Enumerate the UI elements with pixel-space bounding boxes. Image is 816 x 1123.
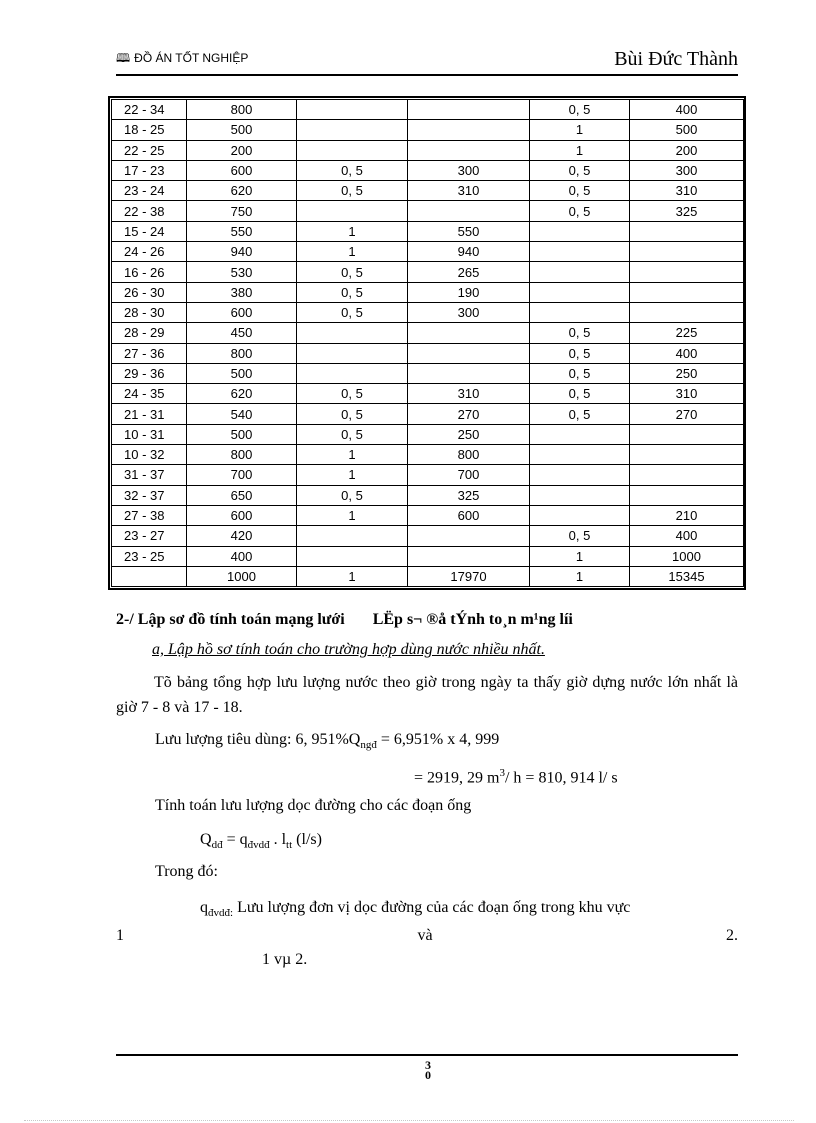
table-cell bbox=[408, 323, 530, 343]
table-cell: 800 bbox=[408, 445, 530, 465]
table-cell bbox=[408, 120, 530, 140]
table-cell: 540 bbox=[187, 404, 297, 424]
f3-q: Q bbox=[200, 831, 212, 848]
table-cell bbox=[297, 120, 408, 140]
table-cell: 650 bbox=[187, 485, 297, 505]
table-row bbox=[112, 424, 744, 444]
table-cell: 325 bbox=[630, 201, 744, 221]
spread-1: 1 bbox=[116, 927, 124, 944]
table-cell: 500 bbox=[187, 424, 297, 444]
table-row bbox=[112, 505, 744, 525]
table-row bbox=[112, 160, 744, 180]
table-cell: 18 - 25 bbox=[112, 120, 187, 140]
table-row bbox=[112, 343, 744, 363]
table-cell: 0, 5 bbox=[297, 282, 408, 302]
table-cell: 325 bbox=[408, 485, 530, 505]
table-cell: 0, 5 bbox=[297, 302, 408, 322]
table-cell: 1 bbox=[530, 120, 630, 140]
table-cell bbox=[630, 282, 744, 302]
table-cell bbox=[630, 424, 744, 444]
table-row bbox=[112, 546, 744, 566]
section-heading-garbled: LËp s¬ ®å tÝnh to¸n m¹ng líi bbox=[372, 611, 573, 628]
table-cell bbox=[297, 526, 408, 546]
table-cell bbox=[408, 363, 530, 383]
table-cell: 800 bbox=[187, 343, 297, 363]
table-row bbox=[112, 526, 744, 546]
table-cell: 700 bbox=[187, 465, 297, 485]
table-cell: 1 bbox=[297, 242, 408, 262]
table-cell bbox=[530, 424, 630, 444]
table-cell: 530 bbox=[187, 262, 297, 282]
table-cell bbox=[408, 100, 530, 120]
table-cell: 27 - 38 bbox=[112, 505, 187, 525]
table-cell: 1 bbox=[297, 445, 408, 465]
header-author: Bùi Đức Thành bbox=[614, 48, 738, 70]
table-cell: 600 bbox=[408, 505, 530, 525]
formula2-sup: 3 bbox=[499, 767, 505, 779]
table-cell bbox=[630, 262, 744, 282]
table-cell: 0, 5 bbox=[297, 160, 408, 180]
flow-table-body bbox=[112, 100, 744, 587]
def-text: Lưu lượng đơn vị dọc đường của các đoạn ống trong khu vực bbox=[233, 899, 631, 916]
table-row bbox=[112, 262, 744, 282]
table-cell: 800 bbox=[187, 100, 297, 120]
table-cell bbox=[112, 566, 187, 586]
garbled-tail: 1 vµ 2. bbox=[262, 951, 308, 968]
table-cell: 0, 5 bbox=[530, 526, 630, 546]
section-heading-text: 2-/ Lập sơ đồ tính toán mạng lưới bbox=[116, 611, 345, 628]
definition-continuation bbox=[116, 926, 738, 946]
table-cell: 600 bbox=[187, 160, 297, 180]
table-cell: 1000 bbox=[187, 566, 297, 586]
table-cell: 0, 5 bbox=[530, 160, 630, 180]
table-cell bbox=[530, 262, 630, 282]
table-cell: 0, 5 bbox=[530, 343, 630, 363]
table-cell: 600 bbox=[187, 505, 297, 525]
table-cell bbox=[630, 242, 744, 262]
table-cell: 200 bbox=[187, 140, 297, 160]
table-cell: 0, 5 bbox=[297, 404, 408, 424]
table-cell: 310 bbox=[408, 181, 530, 201]
table-cell bbox=[630, 445, 744, 465]
table-cell bbox=[530, 485, 630, 505]
table-cell bbox=[297, 546, 408, 566]
calc-intro: Tính toán lưu lượng dọc đường cho các đoạn ống bbox=[155, 797, 472, 814]
table-cell: 190 bbox=[408, 282, 530, 302]
table-cell bbox=[297, 323, 408, 343]
where-label: Trong đó: bbox=[155, 863, 218, 880]
table-cell: 1 bbox=[297, 566, 408, 586]
table-row bbox=[112, 566, 744, 586]
table-cell bbox=[530, 282, 630, 302]
table-cell: 10 - 32 bbox=[112, 445, 187, 465]
table-cell bbox=[297, 363, 408, 383]
table-cell: 310 bbox=[630, 181, 744, 201]
table-cell: 800 bbox=[187, 445, 297, 465]
page-digit-1: 3 bbox=[425, 1058, 431, 1072]
flow-table bbox=[111, 99, 744, 587]
table-cell bbox=[408, 546, 530, 566]
table-cell: 1 bbox=[297, 505, 408, 525]
formula-consumption bbox=[155, 730, 499, 755]
table-cell: 0, 5 bbox=[530, 404, 630, 424]
table-cell: 15345 bbox=[630, 566, 744, 586]
bottom-dotted-rule bbox=[24, 1120, 794, 1121]
f3-l-sub: tt bbox=[286, 839, 293, 852]
formula1-sub: ngđ bbox=[360, 739, 377, 752]
table-cell: 24 - 35 bbox=[112, 384, 187, 404]
table-row bbox=[112, 404, 744, 424]
table-cell: 265 bbox=[408, 262, 530, 282]
table-row bbox=[112, 140, 744, 160]
f3-unit: (l/s) bbox=[292, 831, 322, 848]
spread-2: 2. bbox=[725, 927, 738, 944]
table-cell: 16 - 26 bbox=[112, 262, 187, 282]
table-cell: 225 bbox=[630, 323, 744, 343]
table-cell: 1000 bbox=[630, 546, 744, 566]
f3-q-sub: dđ bbox=[211, 839, 223, 852]
formula1-suffix: = 6,951% x 4, 999 bbox=[376, 731, 500, 748]
table-cell: 22 - 38 bbox=[112, 201, 187, 221]
table-cell bbox=[530, 302, 630, 322]
table-cell: 26 - 30 bbox=[112, 282, 187, 302]
spread-va: và bbox=[417, 927, 433, 944]
table-cell: 1 bbox=[530, 140, 630, 160]
table-cell: 940 bbox=[408, 242, 530, 262]
table-cell bbox=[297, 100, 408, 120]
f3-eq-sub: đvdđ bbox=[247, 839, 270, 852]
table-cell: 0, 5 bbox=[530, 363, 630, 383]
table-cell: 15 - 24 bbox=[112, 221, 187, 241]
formula2-suffix: / h = 810, 914 l/ s bbox=[504, 769, 618, 787]
table-cell: 17 - 23 bbox=[112, 160, 187, 180]
f3-l: . l bbox=[269, 831, 287, 848]
table-cell: 620 bbox=[187, 181, 297, 201]
table-cell: 420 bbox=[187, 526, 297, 546]
definition-line bbox=[200, 898, 738, 923]
table-row bbox=[112, 485, 744, 505]
table-row bbox=[112, 242, 744, 262]
header-left bbox=[116, 49, 248, 70]
table-row bbox=[112, 445, 744, 465]
table-row bbox=[112, 100, 744, 120]
table-cell: 400 bbox=[630, 343, 744, 363]
f3-eq: = q bbox=[222, 831, 248, 848]
table-cell: 27 - 36 bbox=[112, 343, 187, 363]
table-cell: 200 bbox=[630, 140, 744, 160]
def-q-sub: đvdđ: bbox=[208, 907, 234, 920]
table-cell: 600 bbox=[187, 302, 297, 322]
table-cell: 210 bbox=[630, 505, 744, 525]
table-cell: 700 bbox=[408, 465, 530, 485]
table-cell bbox=[408, 140, 530, 160]
table-cell: 23 - 25 bbox=[112, 546, 187, 566]
table-cell: 22 - 25 bbox=[112, 140, 187, 160]
table-cell bbox=[530, 505, 630, 525]
table-cell: 550 bbox=[187, 221, 297, 241]
table-cell bbox=[630, 221, 744, 241]
table-cell bbox=[530, 242, 630, 262]
table-cell bbox=[530, 445, 630, 465]
header-title: ĐỒ ÁN TỐT NGHIỆP bbox=[134, 51, 249, 65]
table-cell: 550 bbox=[408, 221, 530, 241]
formula-qdd bbox=[200, 830, 322, 855]
table-row bbox=[112, 384, 744, 404]
table-cell bbox=[297, 201, 408, 221]
table-cell: 1 bbox=[297, 465, 408, 485]
table-cell: 500 bbox=[187, 363, 297, 383]
table-row bbox=[112, 323, 744, 343]
flow-table-frame bbox=[108, 96, 746, 590]
table-cell: 31 - 37 bbox=[112, 465, 187, 485]
table-cell: 0, 5 bbox=[530, 201, 630, 221]
table-cell: 450 bbox=[187, 323, 297, 343]
table-cell: 310 bbox=[630, 384, 744, 404]
table-cell: 750 bbox=[187, 201, 297, 221]
table-cell: 250 bbox=[408, 424, 530, 444]
table-cell bbox=[530, 465, 630, 485]
book-icon: 🕮 bbox=[116, 51, 131, 65]
table-cell: 17970 bbox=[408, 566, 530, 586]
table-cell: 250 bbox=[630, 363, 744, 383]
table-cell bbox=[530, 221, 630, 241]
table-cell bbox=[297, 343, 408, 363]
def-q: q bbox=[200, 899, 208, 916]
table-cell bbox=[630, 465, 744, 485]
table-cell: 23 - 24 bbox=[112, 181, 187, 201]
page-number bbox=[416, 1060, 440, 1080]
table-cell bbox=[408, 201, 530, 221]
table-cell: 0, 5 bbox=[297, 384, 408, 404]
table-cell: 0, 5 bbox=[530, 181, 630, 201]
page-header bbox=[116, 46, 738, 76]
table-cell: 32 - 37 bbox=[112, 485, 187, 505]
table-cell: 270 bbox=[630, 404, 744, 424]
table-cell: 400 bbox=[630, 526, 744, 546]
table-cell: 0, 5 bbox=[297, 424, 408, 444]
table-cell: 0, 5 bbox=[297, 485, 408, 505]
table-row bbox=[112, 221, 744, 241]
page-digit-2: 0 bbox=[425, 1068, 431, 1082]
table-cell: 0, 5 bbox=[530, 384, 630, 404]
table-cell: 28 - 30 bbox=[112, 302, 187, 322]
table-cell bbox=[408, 526, 530, 546]
table-cell bbox=[297, 140, 408, 160]
table-row bbox=[112, 120, 744, 140]
table-cell: 1 bbox=[297, 221, 408, 241]
formula-result bbox=[414, 763, 618, 788]
table-cell: 0, 5 bbox=[297, 181, 408, 201]
table-cell: 500 bbox=[630, 120, 744, 140]
table-cell: 24 - 26 bbox=[112, 242, 187, 262]
formula2-prefix: = 2919, 29 m bbox=[414, 769, 500, 787]
table-cell: 23 - 27 bbox=[112, 526, 187, 546]
table-cell: 0, 5 bbox=[530, 323, 630, 343]
table-cell: 1 bbox=[530, 546, 630, 566]
table-row bbox=[112, 363, 744, 383]
table-row bbox=[112, 201, 744, 221]
table-cell: 10 - 31 bbox=[112, 424, 187, 444]
table-cell: 0, 5 bbox=[297, 262, 408, 282]
table-cell: 620 bbox=[187, 384, 297, 404]
table-cell: 22 - 34 bbox=[112, 100, 187, 120]
table-row bbox=[112, 302, 744, 322]
table-cell: 310 bbox=[408, 384, 530, 404]
table-cell: 500 bbox=[187, 120, 297, 140]
table-cell: 380 bbox=[187, 282, 297, 302]
table-cell: 1 bbox=[530, 566, 630, 586]
table-row bbox=[112, 465, 744, 485]
table-cell: 940 bbox=[187, 242, 297, 262]
table-cell: 300 bbox=[630, 160, 744, 180]
table-cell: 300 bbox=[408, 160, 530, 180]
table-cell: 0, 5 bbox=[530, 100, 630, 120]
formula1-prefix: Lưu lượng tiêu dùng: 6, 951%Q bbox=[155, 731, 361, 748]
table-cell: 29 - 36 bbox=[112, 363, 187, 383]
table-cell: 300 bbox=[408, 302, 530, 322]
table-cell: 270 bbox=[408, 404, 530, 424]
table-row bbox=[112, 181, 744, 201]
section-heading bbox=[116, 610, 573, 630]
table-cell: 400 bbox=[630, 100, 744, 120]
table-cell: 28 - 29 bbox=[112, 323, 187, 343]
subheading: a, Lập hồ sơ tính toán cho trường hợp dùng nước nhiều nhất. bbox=[152, 641, 545, 658]
table-cell: 21 - 31 bbox=[112, 404, 187, 424]
table-cell bbox=[408, 343, 530, 363]
table-cell bbox=[630, 485, 744, 505]
table-cell: 400 bbox=[187, 546, 297, 566]
table-cell bbox=[630, 302, 744, 322]
paragraph: Tõ bảng tổng hợp lưu lượng nước theo giờ trong ngày ta thấy giờ dựng nước lớn nhất là giờ 7 - 8 và 17 - 18. bbox=[116, 674, 738, 716]
table-row bbox=[112, 282, 744, 302]
footer-rule bbox=[116, 1054, 738, 1056]
